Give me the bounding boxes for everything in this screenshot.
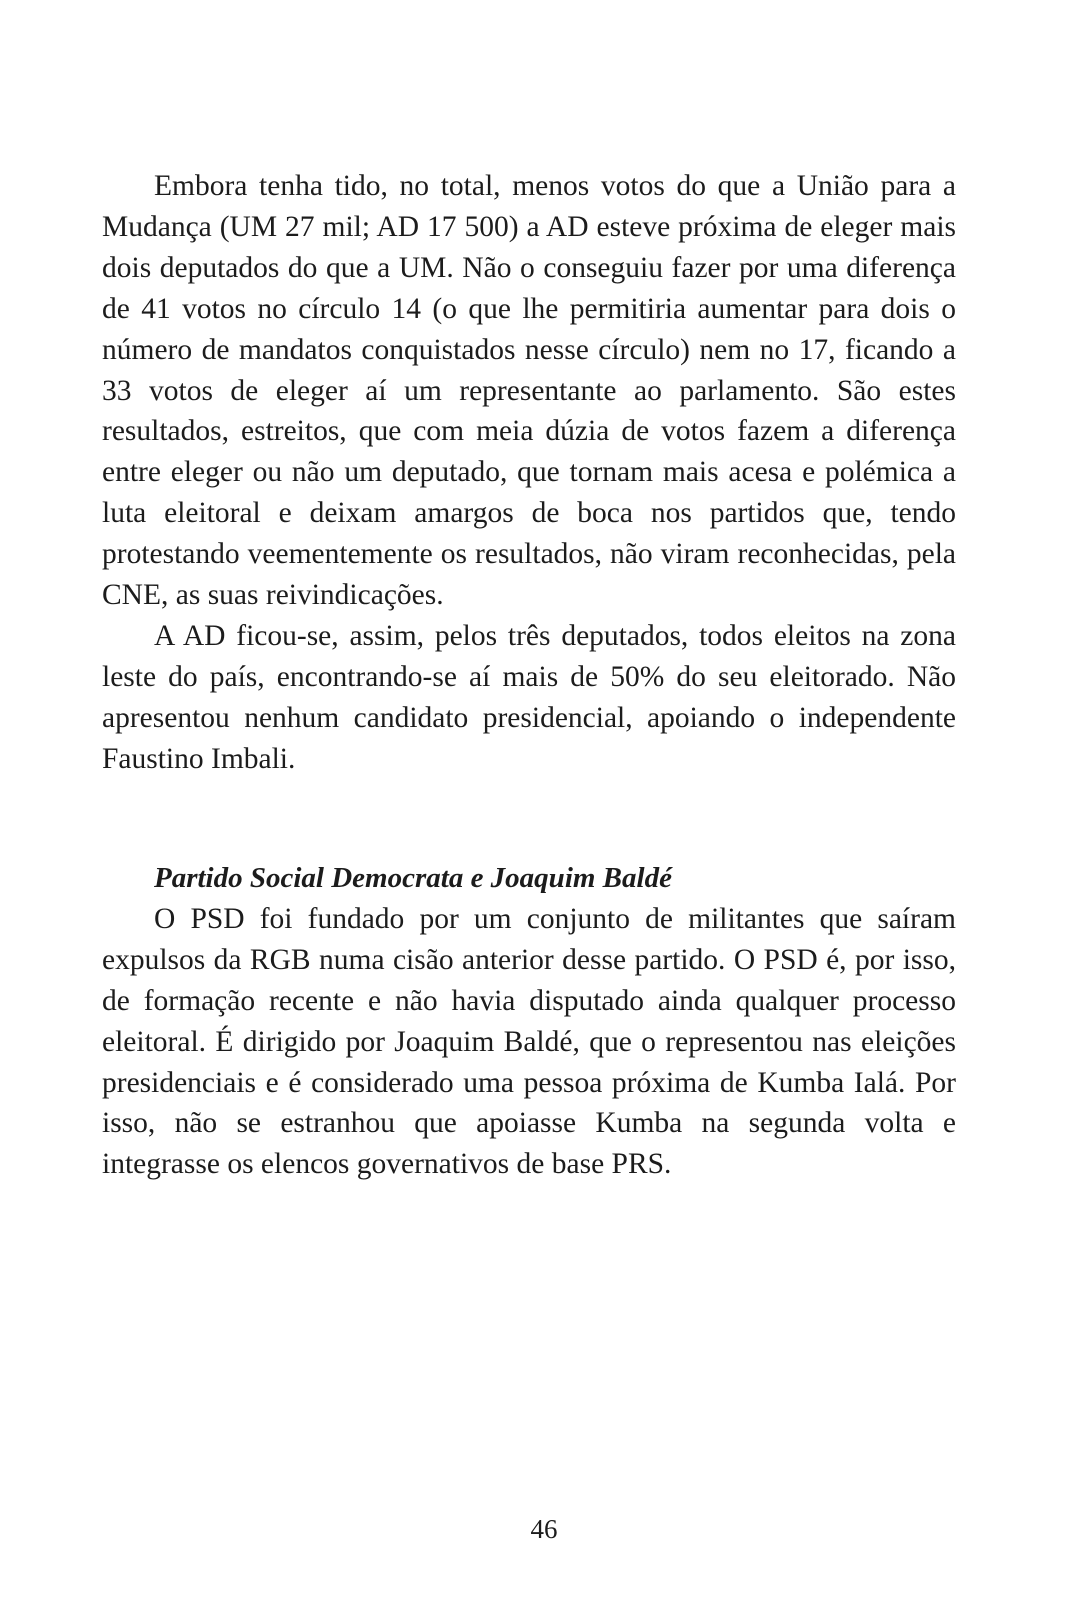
section-heading: Partido Social Democrata e Joaquim Baldé xyxy=(154,862,672,894)
paragraph: A AD ficou-se, assim, pelos três deputados, todos eleitos na zona leste do país, encontrando-se aí mais de 50% do seu eleitorado. Não apresentou nenhum candidato presidencial, apoiando o independente Faustino Imbali. xyxy=(102,619,956,775)
paragraph: Embora tenha tido, no total, menos votos do que a União para a Mudança (UM 27 mil; AD 17 500) a AD esteve próxima de eleger mais dois deputados do que a UM. Não o conseguiu fazer por uma diferença de 41 votos no círculo 14 (o que lhe permitiria aumentar para dois o número de mandatos conquistados nesse círculo) nem no 17, ficando a 33 votos de eleger aí um representante ao parlamento. São estes resultados, estreitos, que com meia dúzia de votos fazem a diferença entre eleger ou não um deputado, que tornam mais acesa e polémica a luta eleitoral e deixam amargos de boca nos partidos que, tendo protestando veementemente os resultados, não viram reconhecidas, pela CNE, as suas reivindicações. xyxy=(102,170,956,612)
page-number: 46 xyxy=(530,1514,558,1544)
text-block-section xyxy=(102,858,956,1185)
text-block-top xyxy=(102,166,956,780)
paragraph: O PSD foi fundado por um conjunto de militantes que saíram expulsos da RGB numa cisão anterior desse partido. O PSD é, por isso, de formação recente e não havia disputado ainda qualquer processo eleitoral. É dirigido por Joaquim Baldé, que o representou nas eleições presidenciais e é considerado uma pessoa próxima de Kumba Ialá. Por isso, não se estranhou que apoiasse Kumba na segunda volta e integrasse os elencos governativos de base PRS. xyxy=(102,902,956,1181)
